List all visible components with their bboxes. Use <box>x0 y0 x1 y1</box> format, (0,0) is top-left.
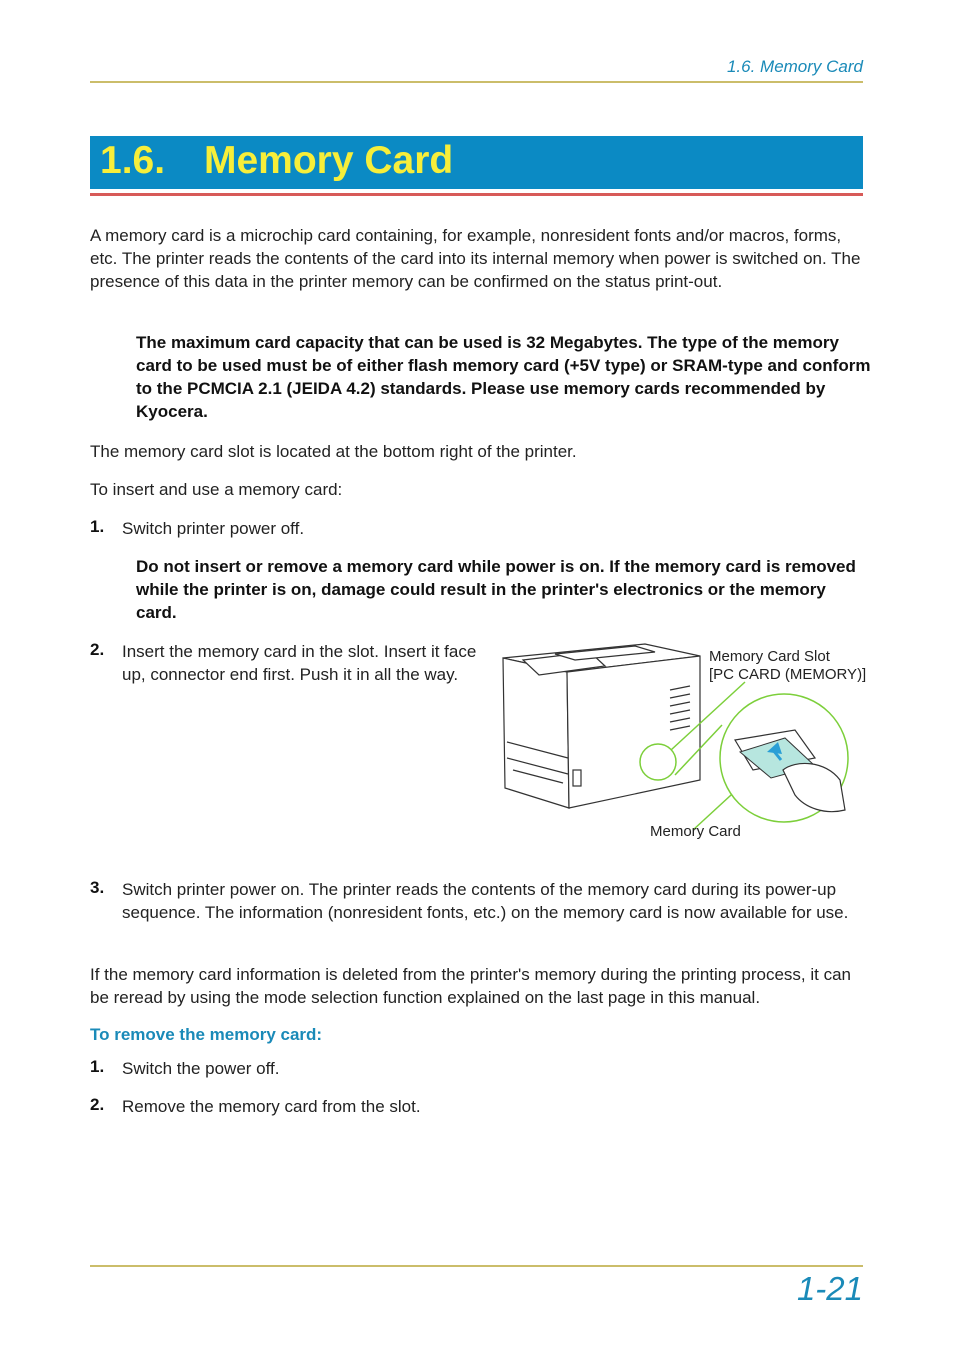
step-text: Remove the memory card from the slot. <box>122 1097 421 1116</box>
step-text: Switch printer power on. The printer reads the contents of the memory card during its power-up sequence. The information (nonresident fonts, etc.) on the memory card is now available for use. <box>122 880 849 922</box>
section-title-underline <box>90 193 863 196</box>
section-number: 1.6. <box>100 139 166 182</box>
step-number: 1. <box>90 1057 105 1076</box>
section-title: Memory Card <box>204 139 454 182</box>
slot-label-line2: [PC CARD (MEMORY)] <box>709 666 867 683</box>
header-rule <box>90 81 863 83</box>
step-text: Switch printer power off. <box>122 519 305 538</box>
footer-rule <box>90 1265 863 1267</box>
reread-paragraph: If the memory card information is deleted from the printer's memory during the printing process, it can be reread by using the mode selection function explained on the last page in this manual. <box>90 965 852 1007</box>
page-number: 1-21 <box>796 1270 863 1307</box>
remove-heading: To remove the memory card: <box>90 1025 323 1044</box>
warning-note: Do not insert or remove a memory card while power is on. If the memory card is removed while the printer is on, damage could result in the printer's electronics or the memory card. <box>136 557 856 622</box>
insert-intro: To insert and use a memory card: <box>90 480 343 499</box>
capacity-note: The maximum card capacity that can be used is 32 Megabytes. The type of the memory card to be used must be of either flash memory card (+5V type) or SRAM-type and conform to the PCMCIA 2.1 (JEIDA 4.2) standards. Please use memory cards recommended by Kyocera. <box>136 333 871 421</box>
step-number: 1. <box>90 517 105 536</box>
running-header: 1.6. Memory Card <box>726 57 863 76</box>
intro-paragraph: A memory card is a microchip card containing, for example, nonresident fonts and/or macros, forms, etc. The printer reads the contents of the card into its internal memory when power is switched on. The presence of this data in the printer memory can be confirmed on the status print-out. <box>90 226 861 291</box>
step-number: 2. <box>90 640 105 659</box>
step-number: 3. <box>90 878 105 897</box>
step-text: Insert the memory card in the slot. Insert it face up, connector end first. Push it in all the way. <box>122 642 477 684</box>
step-text: Switch the power off. <box>122 1059 280 1078</box>
slot-label-line1: Memory Card Slot <box>709 648 830 665</box>
slot-location-text: The memory card slot is located at the bottom right of the printer. <box>90 442 577 461</box>
card-label: Memory Card <box>650 823 741 840</box>
step-number: 2. <box>90 1095 105 1114</box>
